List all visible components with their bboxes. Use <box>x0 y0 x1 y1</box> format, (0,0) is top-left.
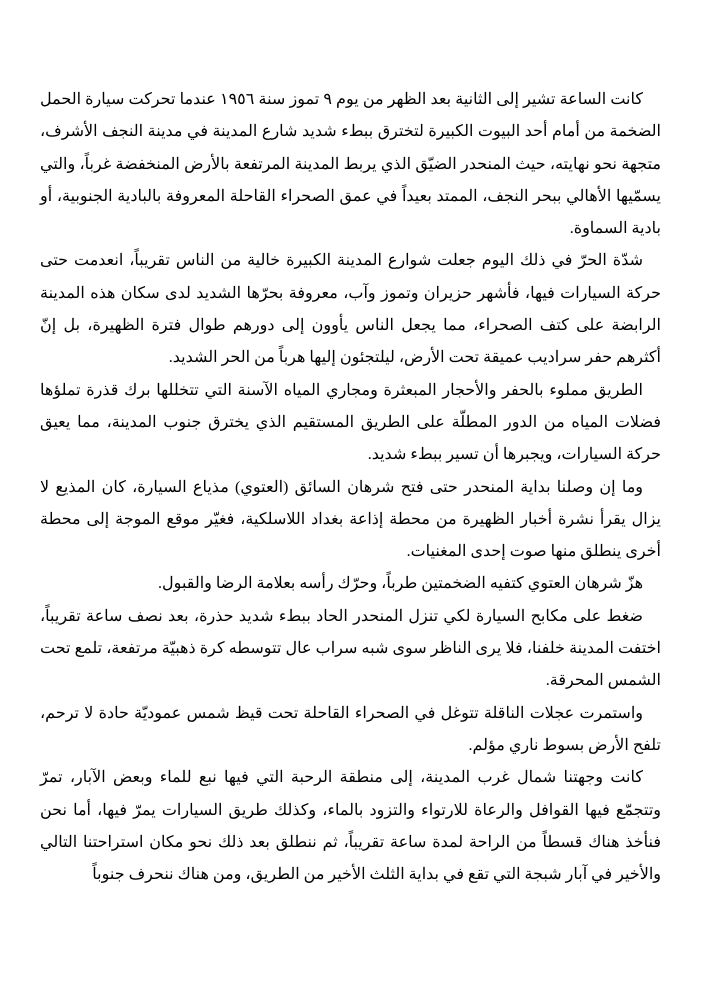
paragraph-2: شدّة الحرّ في ذلك اليوم جعلت شوارع المدينة الكبيرة خالية من الناس تقريباً، انعدمت حتى حركة السيارات فيها، فأشهر حزيران وتموز وآب، معروفة بحرّها الشديد لدى سكان هذه المدينة الرابضة على كتف الصحراء، مما يجعل الناس يأوون إلى دورهم طوال فترة الظهيرة، بل إنّ أكثرهم حفر سراديب عميقة تحت الأرض، ليلتجئون إليها هرباً من الحر الشديد. <box>40 252 661 367</box>
paragraph-6: ضغط على مكابح السيارة لكي تنزل المنحدر الحاد ببطء شديد حذرة، بعد نصف ساعة تقريباً، اختفت المدينة خلفنا، فلا يرى الناظر سوى شبه سراب عال تتوسطه كرة ذهبيّة مرتفعة، تلمع تحت الشمس المحرقة. <box>40 607 661 690</box>
paragraph-3: الطريق مملوء بالحفر والأحجار المبعثرة ومجاري المياه الآسنة التي تتخللها برك قذرة تملؤها فضلات المياه من الدور المطلّة على الطريق المستقيم الذي يخترق جنوب المدينة، مما يعيق حركة السيارات، ويجبرها أن تسير ببطء شديد. <box>40 381 661 464</box>
paragraph-4: وما إن وصلنا بداية المنحدر حتى فتح شرهان السائق (العتوي) مذياع السيارة، كان المذيع لا يزال يقرأ نشرة أخبار الظهيرة من محطة إذاعة بغداد اللاسلكية، فغيّر موقع الموجة إلى محطة أخرى ينطلق منها صوت إحدى المغنيات. <box>40 478 661 561</box>
paragraph-1: كانت الساعة تشير إلى الثانية بعد الظهر من يوم ٩ تموز سنة ١٩٥٦ عندما تحركت سيارة الحمل الضخمة من أمام أحد البيوت الكبيرة لتخترق ببطء شديد شارع المدينة في مدينة النجف الأشرف، متجهة نحو نهايته، حيث المنحدر الضيّق الذي يربط المدينة المرتفعة بالأرض المنخفضة غرباً، والتي يسمّيها الأهالي ببحر النجف، الممتد بعيداً في عمق الصحراء القاحلة المعروفة بالبادية الجنوبية، أو بادية السماوة. <box>40 91 662 238</box>
paragraph-7: واستمرت عجلات الناقلة تتوغل في الصحراء القاحلة تحت قيظ شمس عموديّة حادة لا ترحم، تلفح الأرض بسوط ناري مؤلم. <box>40 704 661 754</box>
body-text <box>40 84 661 891</box>
paragraph-8: كانت وجهتنا شمال غرب المدينة، إلى منطقة الرحبة التي فيها نبع للماء وبعض الآبار، تمرّ وتتجمّع فيها القوافل والرعاة للارتواء والتزود بالماء، وكذلك طريق السيارات يمرّ فيها، أما نحن فنأخذ هناك قسطاً من الراحة لمدة ساعة تقريباً، ثم ننطلق بعد ذلك نحو مكان استراحتنا التالي والأخير في آبار شبجة التي تقع في بداية الثلث الأخير من الطريق، ومن هناك ننحرف جنوباً <box>40 769 661 884</box>
paragraph-5: هزّ شرهان العتوي كتفيه الضخمتين طرباً، وحرّك رأسه بعلامة الرضا والقبول. <box>158 575 643 593</box>
